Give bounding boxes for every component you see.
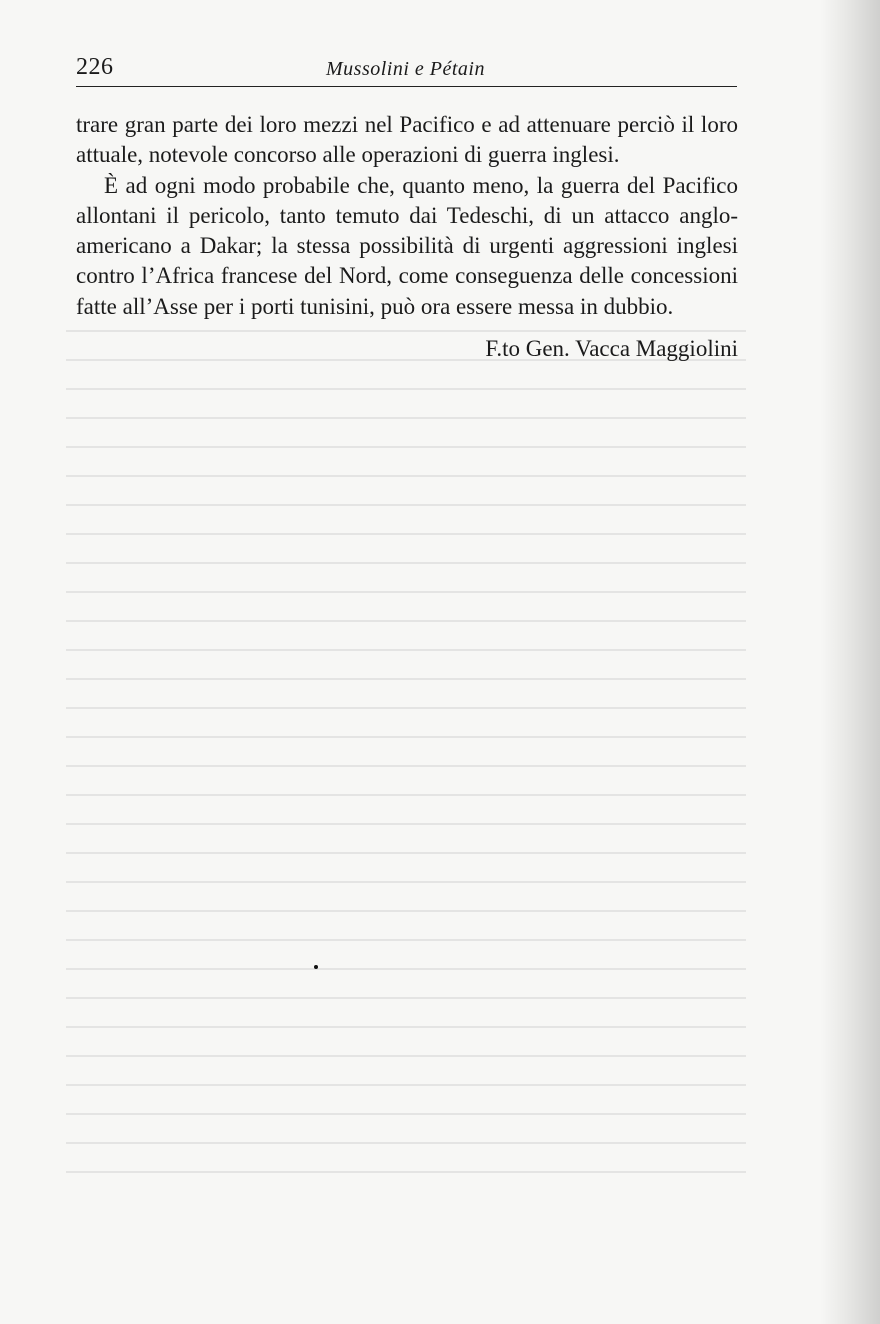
body-text (76, 110, 738, 322)
page-number: 226 (76, 54, 114, 80)
running-header (76, 52, 737, 87)
signature: F.to Gen. Vacca Maggiolini (485, 336, 738, 361)
paragraph-1: trare gran parte dei loro mezzi nel Pacifico e ad attenuare perciò il loro attuale, notevole concorso alle operazioni di guerra inglesi. (76, 112, 738, 168)
paragraph-2: È ad ogni modo probabile che, quanto meno, la guerra del Pacifico allontani il pericolo, tanto temuto dai Tedeschi, di un attacco anglo-americano a Dakar; la stessa possibilità di urgenti aggressioni inglesi contro l’Africa francese del Nord, come conseguenza delle concessioni fatte all’Asse per i porti tunisini, può ora essere messa in dubbio. (76, 172, 738, 319)
running-title: Mussolini e Pétain (326, 58, 485, 80)
bleed-through-text (66, 330, 746, 1230)
scan-speck (314, 965, 318, 969)
